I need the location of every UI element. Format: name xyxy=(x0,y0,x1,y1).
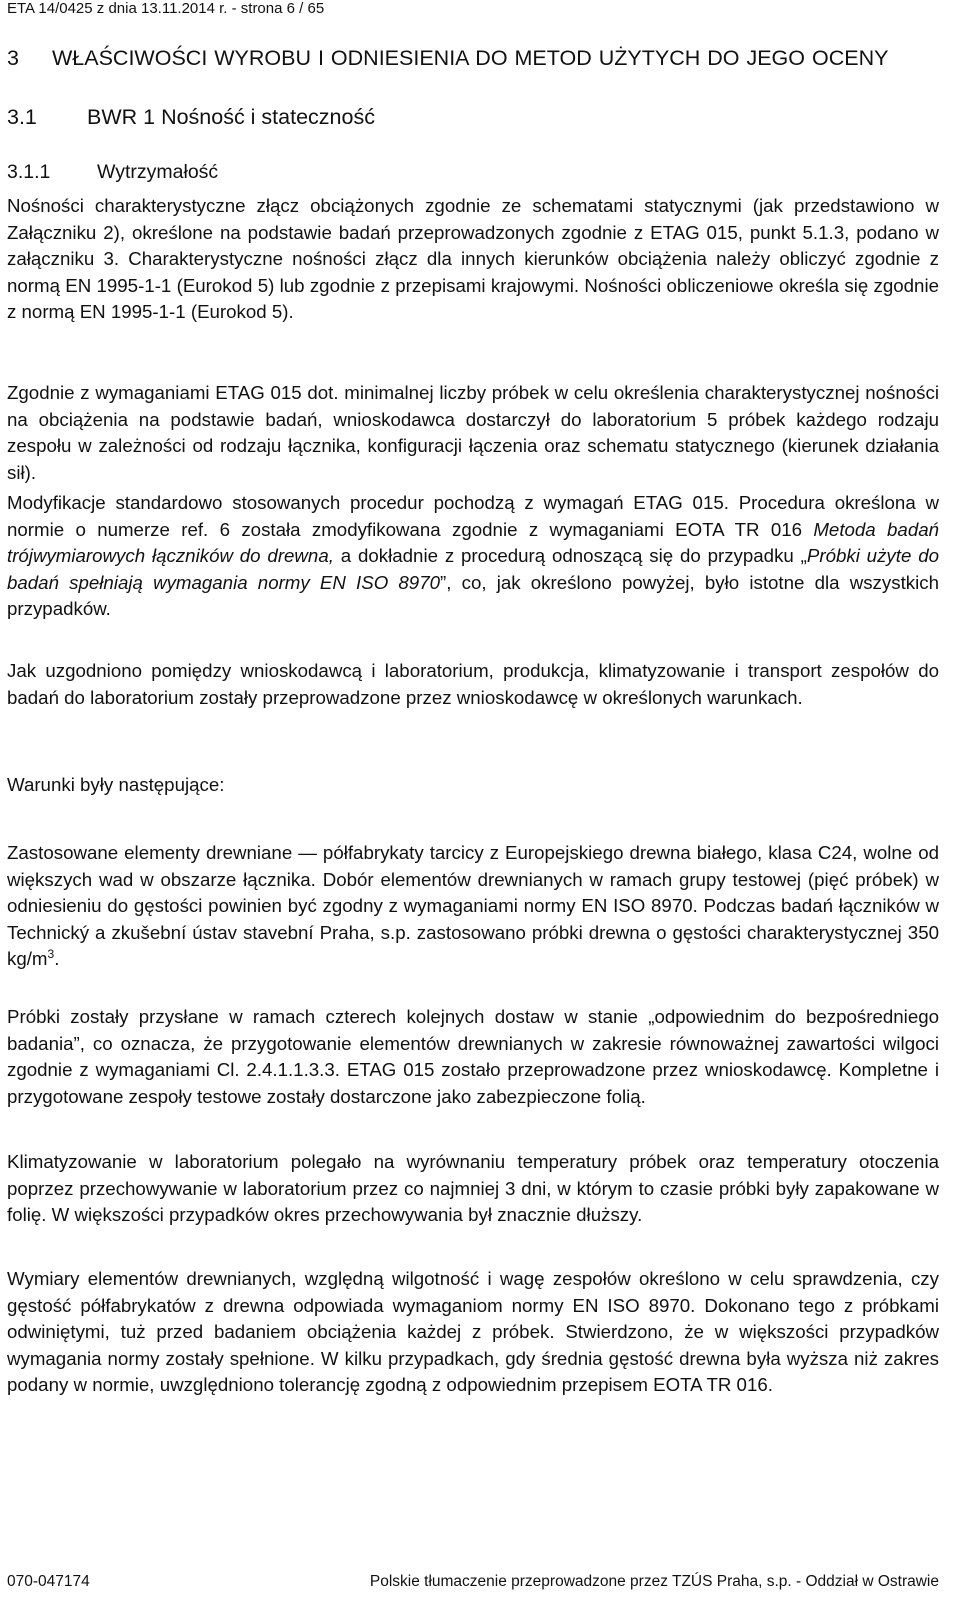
paragraph-conditioning: Klimatyzowanie w laboratorium polegało na wyrównaniu temperatury próbek oraz temperatury otoczenia poprzez przechowywanie w laboratorium przez co najmniej 3 dni, w którym to czasie próbki były zapakowane w folię. W większości przypadków okres przechowywania był znacznie dłuższy. xyxy=(7,1151,939,1225)
p6-end: . xyxy=(54,948,60,969)
page-footer xyxy=(7,1572,939,1592)
page-header: ETA 14/0425 z dnia 13.11.2014 r. - strona 6 / 65 xyxy=(7,0,325,17)
subsubsection-heading xyxy=(7,159,218,185)
paragraph-procedure-modifications xyxy=(7,490,939,623)
subsection-heading xyxy=(7,103,375,131)
footer-translation-note: Polskie tłumaczenie przeprowadzone przez TZÚS Praha, s.p. - Oddział w Ostrawie xyxy=(369,1573,939,1590)
subsection-number: 3.1 xyxy=(7,105,37,129)
p3-text-e: ”, co, jak określono powyżej, było istotne dla wszystkich przypadków. xyxy=(7,571,939,619)
p3-text-a: Modyfikacje standardowo stosowanych procedur pochodzą z wymagań ETAG 015. Procedura określona w normie o numerze ref. 6 została zmodyfikowana zgodnie z wymaganiami EOTA TR 016 xyxy=(7,492,939,540)
section-number: 3 xyxy=(7,46,19,70)
p3-method-title: Metoda badań trójwymiarowych łączników do drewna, xyxy=(7,518,939,566)
subsubsection-title: Wytrzymałość xyxy=(97,161,219,183)
subsubsection-number: 3.1.1 xyxy=(7,161,51,183)
paragraph-dimensions-density: Wymiary elementów drewnianych, względną wilgotność i wagę zespołów określono w celu sprawdzenia, czy gęstość półfabrykatów z drewna odpowiada wymaganiom normy EN ISO 8970. Dokonano tego z próbkami odwiniętymi, tuż przed badaniem obciążenia każdej z próbek. Stwierdzono, że w większości przypadków wymagania normy zostały spełnione. W kilku przypadkach, gdy średnia gęstość drewna była wyższa niż zakres podany w normie, uwzględniono tolerancję zgodną z odpowiednim przepisem EOTA TR 016. xyxy=(7,1268,939,1395)
p3-case-title: Próbki użyte do badań spełniają wymagania normy EN ISO 8970 xyxy=(7,545,939,593)
paragraph-conditions-intro: Warunki były następujące: xyxy=(7,774,225,795)
paragraph-strength-capacities: Nośności charakterystyczne złącz obciążonych zgodnie ze schematami statycznymi (jak przedstawiono w Załączniku 2), określone na podstawie badań przeprowadzonych zgodnie z ETAG 015, punkt 5.1.3, podano w załączniku 3. Charakterystyczne nośności złącz dla innych kierunków obciążenia należy obliczyć zgodnie z normą EN 1995-1-1 (Eurokod 5) lub zgodnie z przepisami krajowymi. Nośności obliczeniowe określa się zgodnie z normą EN 1995-1-1 (Eurokod 5). xyxy=(7,195,939,322)
p6-text: Zastosowane elementy drewniane — półfabrykaty tarcicy z Europejskiego drewna białego, klasa C24, wolne od większych wad w obszarze łącznika. Dobór elementów drewnianych w ramach grupy testowej (pięć próbek) w odniesieniu do gęstości powinien być zgodny z wymaganiami normy EN ISO 8970. Podczas badań łączników w Technický a zkušební ústav stavební Praha, s.p. zastosowano próbki drewna o gęstości charakterystycznej 350 kg/m xyxy=(7,842,939,969)
footer-document-number: 070-047174 xyxy=(7,1573,90,1590)
paragraph-agreement: Jak uzgodniono pomiędzy wnioskodawcą i laboratorium, produkcja, klimatyzowanie i transport zespołów do badań do laboratorium zostały przeprowadzone przez wnioskodawcę w określonych warunkach. xyxy=(7,660,939,708)
paragraph-timber-elements xyxy=(7,840,939,973)
paragraph-sample-count: Zgodnie z wymaganiami ETAG 015 dot. minimalnej liczby próbek w celu określenia charakterystycznej nośności na obciążenia na podstawie badań, wnioskodawca dostarczył do laboratorium 5 próbek każdego rodzaju zespołu w zależności od rodzaju łącznika, konfiguracji łączenia oraz schematu statycznego (kierunek działania sił). xyxy=(7,382,939,483)
section-title: WŁAŚCIWOŚCI WYROBU I ODNIESIENIA DO METOD UŻYTYCH DO JEGO OCENY xyxy=(52,46,889,70)
section-heading xyxy=(7,44,888,72)
subsection-title: BWR 1 Nośność i stateczność xyxy=(87,105,375,129)
paragraph-sample-delivery: Próbki zostały przysłane w ramach czterech kolejnych dostaw w stanie „odpowiednim do bezpośredniego badania”, co oznacza, że przygotowanie elementów drewnianych w zakresie równoważnej zawartości wilgoci zgodnie z wymaganiami Cl. 2.4.1.1.3.3. ETAG 015 zostało przeprowadzone przez wnioskodawcę. Kompletne i przygotowane zespoły testowe zostały dostarczone jako zabezpieczone folią. xyxy=(7,1006,939,1107)
p3-text-c: a dokładnie z procedurą odnoszącą się do przypadku „ xyxy=(333,545,807,566)
p6-superscript: 3 xyxy=(47,947,55,961)
